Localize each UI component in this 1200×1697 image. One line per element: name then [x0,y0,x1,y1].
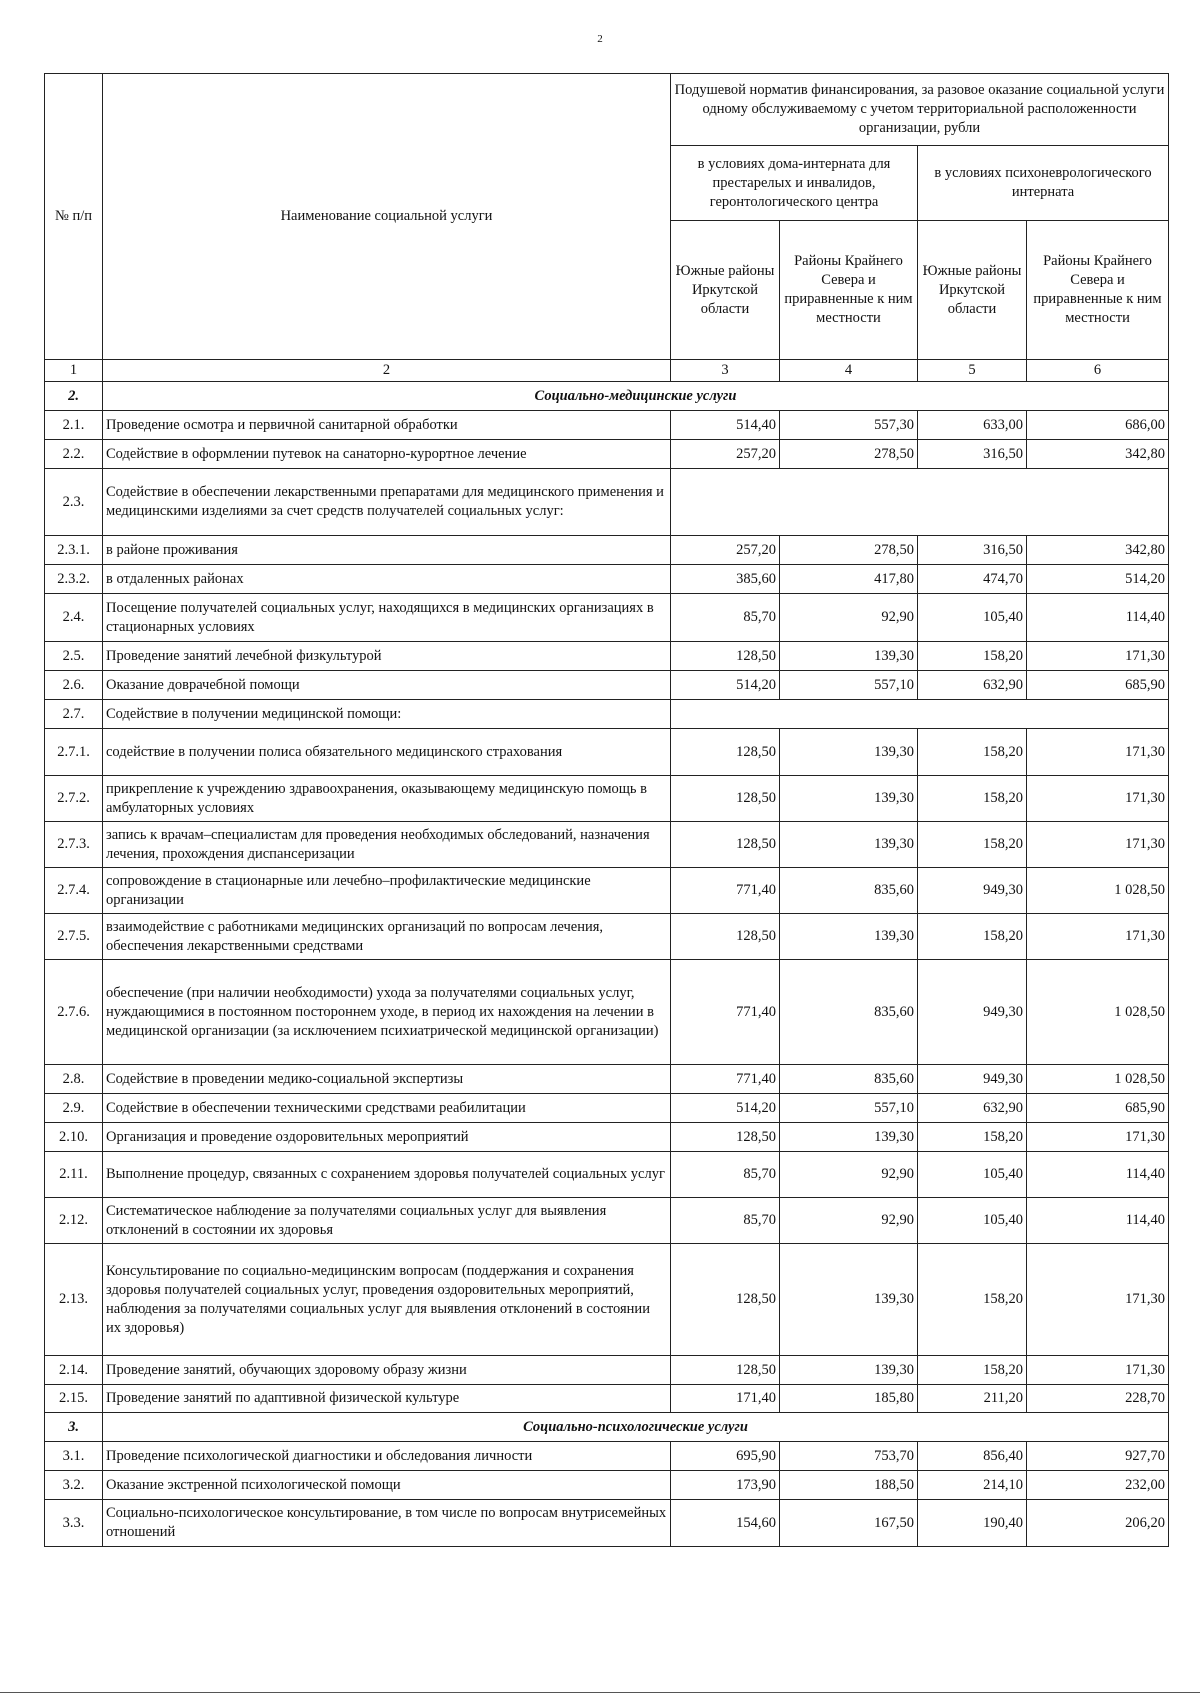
service-name: Систематическое наблюдение за получателями социальных услуг для выявления отклонений в состоянии их здоровья [103,1198,671,1244]
table-row [45,536,1169,565]
header-group-home: в условиях дома-интерната для престарелых и инвалидов, геронтологического центра [671,146,918,221]
price-value: 278,50 [780,440,918,469]
row-number: 2.9. [45,1094,103,1123]
price-value: 105,40 [918,1198,1027,1244]
section-row [45,1413,1169,1442]
row-number: 2.7. [45,700,103,729]
header-norm-title: Подушевой норматив финансирования, за разовое оказание социальной услуги одному обслуживаемому с учетом территориальной расположенности организации, рубли [671,74,1169,146]
price-value: 171,30 [1027,776,1169,822]
row-number: 2.3.2. [45,565,103,594]
service-name: Проведение психологической диагностики и обследования личности [103,1442,671,1471]
section-title: Социально-медицинские услуги [103,382,1169,411]
service-name: Консультирование по социально-медицинским вопросам (поддержания и сохранения здоровья получателей социальных услуг, проведения оздоровительных мероприятий, наблюдения за получателями социальных услуг для выявления отклонений в состоянии их здоровья) [103,1244,671,1356]
row-number: 2.3. [45,469,103,536]
table-row [45,565,1169,594]
row-number: 2.7.5. [45,914,103,960]
column-number: 1 [45,360,103,382]
price-value: 685,90 [1027,671,1169,700]
section-number: 2. [45,382,103,411]
table-row [45,1123,1169,1152]
header-num: № п/п [45,74,103,360]
price-value: 316,50 [918,440,1027,469]
price-value: 158,20 [918,642,1027,671]
table-row [45,729,1169,776]
service-name: Проведение занятий, обучающих здоровому образу жизни [103,1356,671,1385]
row-number: 2.3.1. [45,536,103,565]
price-value: 771,40 [671,868,780,914]
row-number: 2.7.3. [45,822,103,868]
service-name: Проведение занятий лечебной физкультурой [103,642,671,671]
table-row [45,1471,1169,1500]
price-value: 114,40 [1027,1198,1169,1244]
price-value: 949,30 [918,868,1027,914]
row-number: 2.4. [45,594,103,642]
section-number: 3. [45,1413,103,1442]
price-value: 173,90 [671,1471,780,1500]
row-number: 2.15. [45,1385,103,1413]
table-row [45,1442,1169,1471]
price-value: 927,70 [1027,1442,1169,1471]
table-row [45,469,1169,536]
table-row [45,1094,1169,1123]
price-value: 158,20 [918,776,1027,822]
price-value: 385,60 [671,565,780,594]
price-value: 632,90 [918,671,1027,700]
price-value: 342,80 [1027,440,1169,469]
column-number: 4 [780,360,918,382]
price-value: 771,40 [671,1065,780,1094]
price-value: 158,20 [918,729,1027,776]
row-number: 3.1. [45,1442,103,1471]
row-number: 2.1. [45,411,103,440]
service-name: сопровождение в стационарные или лечебно–профилактические медицинские организации [103,868,671,914]
price-value: 206,20 [1027,1500,1169,1547]
price-value: 105,40 [918,1152,1027,1198]
price-value: 128,50 [671,642,780,671]
price-value: 128,50 [671,776,780,822]
row-number: 2.6. [45,671,103,700]
service-name: в отдаленных районах [103,565,671,594]
price-value: 92,90 [780,1198,918,1244]
table-row [45,594,1169,642]
price-value: 128,50 [671,822,780,868]
header-south-home: Южные районы Иркутской области [671,221,780,360]
row-number: 2.10. [45,1123,103,1152]
table-row [45,700,1169,729]
service-name: Содействие в проведении медико-социальной экспертизы [103,1065,671,1094]
price-value: 114,40 [1027,1152,1169,1198]
page-number: 2 [597,33,603,45]
service-name: взаимодействие с работниками медицинских организаций по вопросам лечения, обеспечения лекарственными средствами [103,914,671,960]
row-number: 2.7.6. [45,960,103,1065]
price-value: 949,30 [918,960,1027,1065]
price-value: 211,20 [918,1385,1027,1413]
price-value: 695,90 [671,1442,780,1471]
price-value: 139,30 [780,776,918,822]
price-value: 257,20 [671,440,780,469]
table-row [45,642,1169,671]
header-name: Наименование социальной услуги [103,74,671,360]
service-name: Проведение занятий по адаптивной физической культуре [103,1385,671,1413]
price-value: 278,50 [780,536,918,565]
price-value: 232,00 [1027,1471,1169,1500]
price-value: 171,30 [1027,1123,1169,1152]
price-value: 228,70 [1027,1385,1169,1413]
price-value: 685,90 [1027,1094,1169,1123]
price-value: 139,30 [780,729,918,776]
table-row [45,1356,1169,1385]
price-value: 835,60 [780,960,918,1065]
price-value: 167,50 [780,1500,918,1547]
price-value: 856,40 [918,1442,1027,1471]
price-value: 158,20 [918,1244,1027,1356]
price-value: 686,00 [1027,411,1169,440]
column-number: 6 [1027,360,1169,382]
price-value: 514,20 [671,671,780,700]
price-value: 92,90 [780,594,918,642]
row-number: 2.11. [45,1152,103,1198]
header-south-psych: Южные районы Иркутской области [918,221,1027,360]
price-value: 158,20 [918,1123,1027,1152]
table-row [45,1385,1169,1413]
price-value: 316,50 [918,536,1027,565]
price-value: 171,30 [1027,914,1169,960]
price-value: 185,80 [780,1385,918,1413]
row-number: 2.2. [45,440,103,469]
price-value: 158,20 [918,914,1027,960]
row-number: 2.7.1. [45,729,103,776]
service-name: Содействие в оформлении путевок на санаторно-курортное лечение [103,440,671,469]
price-value: 949,30 [918,1065,1027,1094]
table-row [45,822,1169,868]
price-value: 139,30 [780,822,918,868]
price-value: 835,60 [780,1065,918,1094]
price-value: 158,20 [918,1356,1027,1385]
price-value: 1 028,50 [1027,960,1169,1065]
column-number: 3 [671,360,780,382]
header-north-home: Районы Крайнего Севера и приравненные к ним местности [780,221,918,360]
price-value: 128,50 [671,1356,780,1385]
price-value: 188,50 [780,1471,918,1500]
table-row [45,1500,1169,1547]
price-value: 128,50 [671,1244,780,1356]
price-value: 139,30 [780,914,918,960]
price-value: 171,30 [1027,642,1169,671]
service-name: Социально-психологическое консультирование, в том числе по вопросам внутрисемейных отношений [103,1500,671,1547]
price-value: 474,70 [918,565,1027,594]
price-value: 139,30 [780,642,918,671]
services-table [44,73,1169,1547]
price-value: 85,70 [671,1198,780,1244]
price-value: 114,40 [1027,594,1169,642]
price-value: 171,30 [1027,729,1169,776]
price-value: 92,90 [780,1152,918,1198]
service-name: Содействие в обеспечении техническими средствами реабилитации [103,1094,671,1123]
row-number: 2.7.4. [45,868,103,914]
row-number: 2.8. [45,1065,103,1094]
price-value: 514,20 [1027,565,1169,594]
service-name: запись к врачам–специалистам для проведения необходимых обследований, назначения лечения, прохождения диспансеризации [103,822,671,868]
bottom-rule [0,1692,1200,1693]
row-number: 2.5. [45,642,103,671]
table-row [45,671,1169,700]
price-value: 1 028,50 [1027,868,1169,914]
table-row [45,440,1169,469]
row-number: 2.7.2. [45,776,103,822]
table-row [45,411,1169,440]
service-name: Проведение осмотра и первичной санитарной обработки [103,411,671,440]
price-value: 171,40 [671,1385,780,1413]
price-empty [671,700,1169,729]
table-row [45,1244,1169,1356]
price-value: 85,70 [671,1152,780,1198]
row-number: 3.3. [45,1500,103,1547]
price-value: 514,20 [671,1094,780,1123]
price-value: 417,80 [780,565,918,594]
table-row [45,776,1169,822]
table-row [45,1065,1169,1094]
header-north-psych: Районы Крайнего Севера и приравненные к ним местности [1027,221,1169,360]
row-number: 2.12. [45,1198,103,1244]
price-value: 771,40 [671,960,780,1065]
section-title: Социально-психологические услуги [103,1413,1169,1442]
row-number: 2.13. [45,1244,103,1356]
price-value: 158,20 [918,822,1027,868]
price-value: 128,50 [671,914,780,960]
price-value: 128,50 [671,1123,780,1152]
table-row [45,1152,1169,1198]
service-name: Организация и проведение оздоровительных мероприятий [103,1123,671,1152]
price-value: 557,10 [780,1094,918,1123]
price-value: 557,30 [780,411,918,440]
price-value: 105,40 [918,594,1027,642]
table-row [45,960,1169,1065]
service-name: Оказание доврачебной помощи [103,671,671,700]
service-name: Выполнение процедур, связанных с сохранением здоровья получателей социальных услуг [103,1152,671,1198]
price-value: 85,70 [671,594,780,642]
service-name: прикрепление к учреждению здравоохранения, оказывающему медицинскую помощь в амбулаторных условиях [103,776,671,822]
service-name: содействие в получении полиса обязательного медицинского страхования [103,729,671,776]
price-value: 171,30 [1027,1244,1169,1356]
price-value: 1 028,50 [1027,1065,1169,1094]
price-value: 753,70 [780,1442,918,1471]
service-name: Посещение получателей социальных услуг, находящихся в медицинских организациях в стационарных условиях [103,594,671,642]
price-value: 190,40 [918,1500,1027,1547]
service-name: в районе проживания [103,536,671,565]
price-value: 214,10 [918,1471,1027,1500]
column-number: 5 [918,360,1027,382]
price-value: 632,90 [918,1094,1027,1123]
price-value: 835,60 [780,868,918,914]
service-name: Оказание экстренной психологической помощи [103,1471,671,1500]
service-name: Содействие в получении медицинской помощи: [103,700,671,729]
table-row [45,914,1169,960]
service-name: Содействие в обеспечении лекарственными препаратами для медицинского применения и медицинскими изделиями за счет средств получателей социальных услуг: [103,469,671,536]
price-value: 154,60 [671,1500,780,1547]
price-value: 171,30 [1027,822,1169,868]
section-row [45,382,1169,411]
column-number: 2 [103,360,671,382]
price-value: 557,10 [780,671,918,700]
row-number: 2.14. [45,1356,103,1385]
price-value: 139,30 [780,1244,918,1356]
price-value: 139,30 [780,1356,918,1385]
price-value: 139,30 [780,1123,918,1152]
price-value: 514,40 [671,411,780,440]
price-empty [671,469,1169,536]
price-value: 171,30 [1027,1356,1169,1385]
price-value: 257,20 [671,536,780,565]
table-row [45,1198,1169,1244]
price-value: 342,80 [1027,536,1169,565]
table-row [45,868,1169,914]
price-value: 633,00 [918,411,1027,440]
row-number: 3.2. [45,1471,103,1500]
service-name: обеспечение (при наличии необходимости) ухода за получателями социальных услуг, нуждающимися в постоянном постороннем уходе, в период их нахождения на лечении в медицинской организации (за исключением психиатрической медицинской организации) [103,960,671,1065]
header-group-psych: в условиях психоневрологического интерната [918,146,1169,221]
price-value: 128,50 [671,729,780,776]
